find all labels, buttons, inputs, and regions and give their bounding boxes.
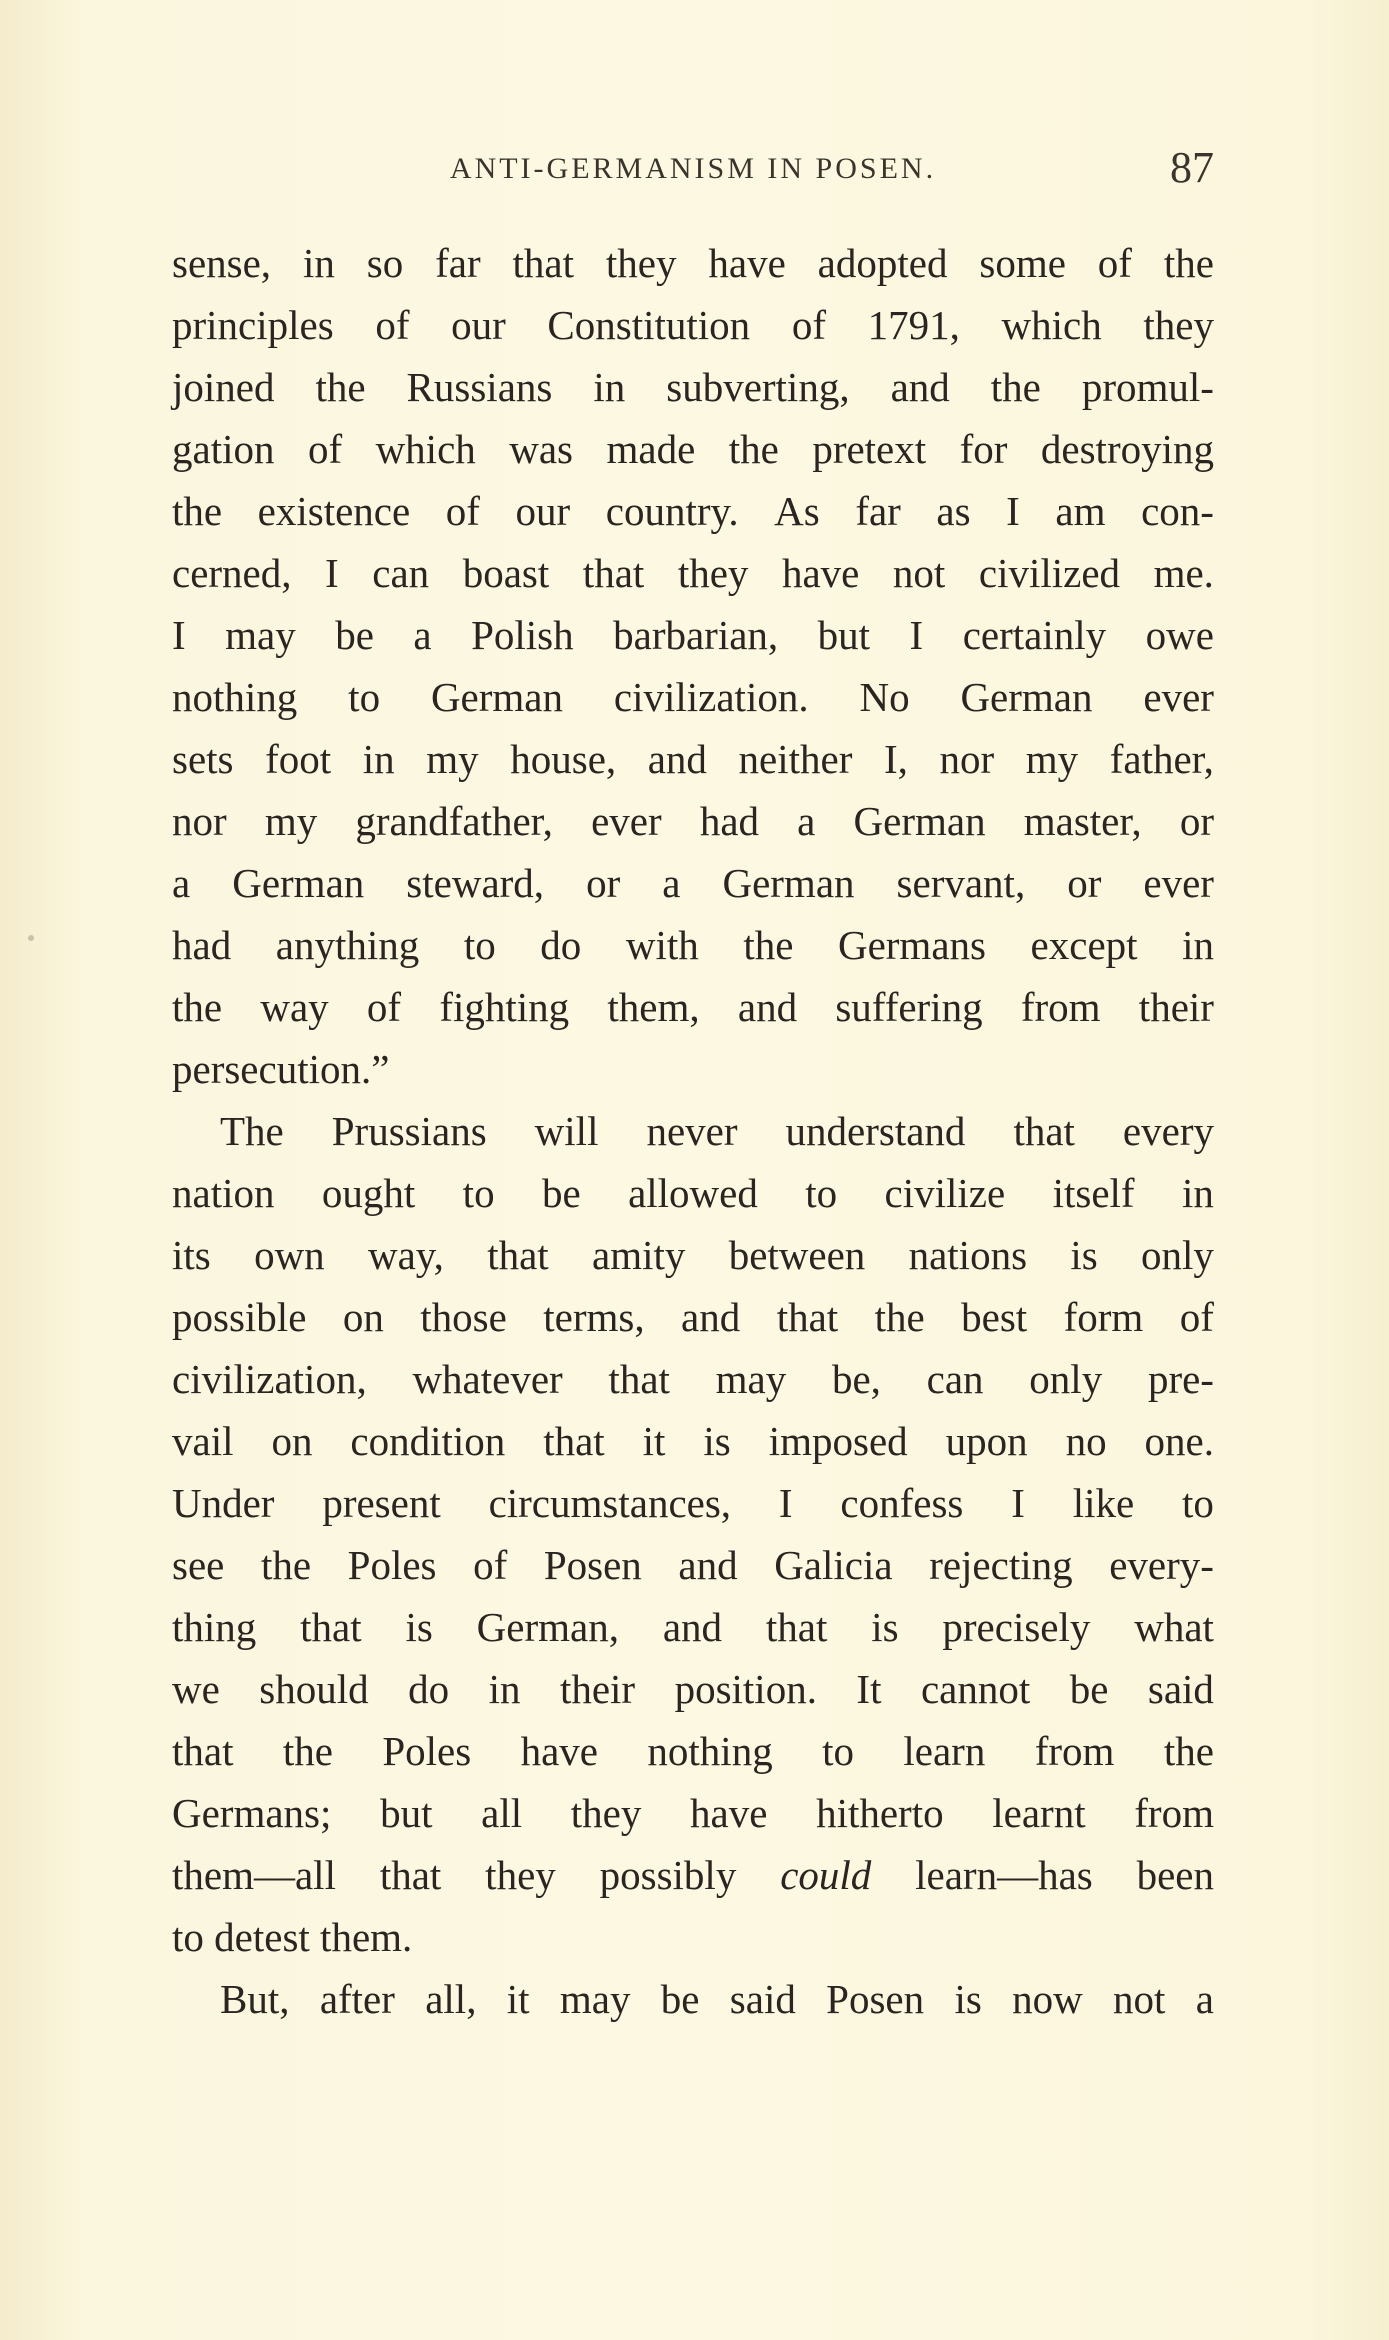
text-line: possible on those terms, and that the best form of <box>172 1294 1214 1340</box>
text-line: its own way, that amity between nations is only <box>172 1232 1214 1278</box>
text-line: had anything to do with the Germans except in <box>172 922 1214 968</box>
text-line: principles of our Constitution of 1791, which they <box>172 302 1214 348</box>
text-line: thing that is German, and that is precisely what <box>172 1604 1214 1650</box>
text-line: persecution.” <box>172 1046 390 1092</box>
text-line: civilization, whatever that may be, can only pre- <box>172 1356 1214 1402</box>
text-line: cerned, I can boast that they have not civilized me. <box>172 550 1214 596</box>
text-line: nation ought to be allowed to civilize itself in <box>172 1170 1214 1216</box>
text-line: Under present circumstances, I confess I like to <box>172 1480 1214 1526</box>
text-line: The Prussians will never understand that every <box>220 1108 1214 1154</box>
text-line: But, after all, it may be said Posen is now not a <box>220 1976 1214 2022</box>
text-line: sets foot in my house, and neither I, nor my father, <box>172 736 1214 782</box>
text-line: the existence of our country. As far as I am con- <box>172 488 1214 534</box>
text-line: nor my grandfather, ever had a German master, or <box>172 798 1214 844</box>
text-line: see the Poles of Posen and Galicia rejecting every- <box>172 1542 1214 1588</box>
text-line: the way of fighting them, and suffering from their <box>172 984 1214 1030</box>
text-line: we should do in their position. It cannot be said <box>172 1666 1214 1712</box>
text-line: I may be a Polish barbarian, but I certainly owe <box>172 612 1214 658</box>
text-line: sense, in so far that they have adopted some of the <box>172 240 1214 286</box>
body-text <box>172 232 1214 2030</box>
text-line: that the Poles have nothing to learn from the <box>172 1728 1214 1774</box>
text-line: a German steward, or a German servant, or ever <box>172 860 1214 906</box>
text-line: them—all that they possibly could learn—has been <box>172 1852 1214 1898</box>
text-line: vail on condition that it is imposed upon no one. <box>172 1418 1214 1464</box>
text-line: Germans; but all they have hitherto learnt from <box>172 1790 1214 1836</box>
text-line: joined the Russians in subverting, and the promul- <box>172 364 1214 410</box>
text-line: to detest them. <box>172 1914 413 1960</box>
text-line: gation of which was made the pretext for destroying <box>172 426 1214 472</box>
text-line: nothing to German civilization. No German ever <box>172 674 1214 720</box>
page-number: 87 <box>1170 143 1214 192</box>
running-head <box>172 142 1214 192</box>
paper-speck <box>28 935 34 941</box>
running-title: ANTI-GERMANISM IN POSEN. <box>449 152 937 185</box>
